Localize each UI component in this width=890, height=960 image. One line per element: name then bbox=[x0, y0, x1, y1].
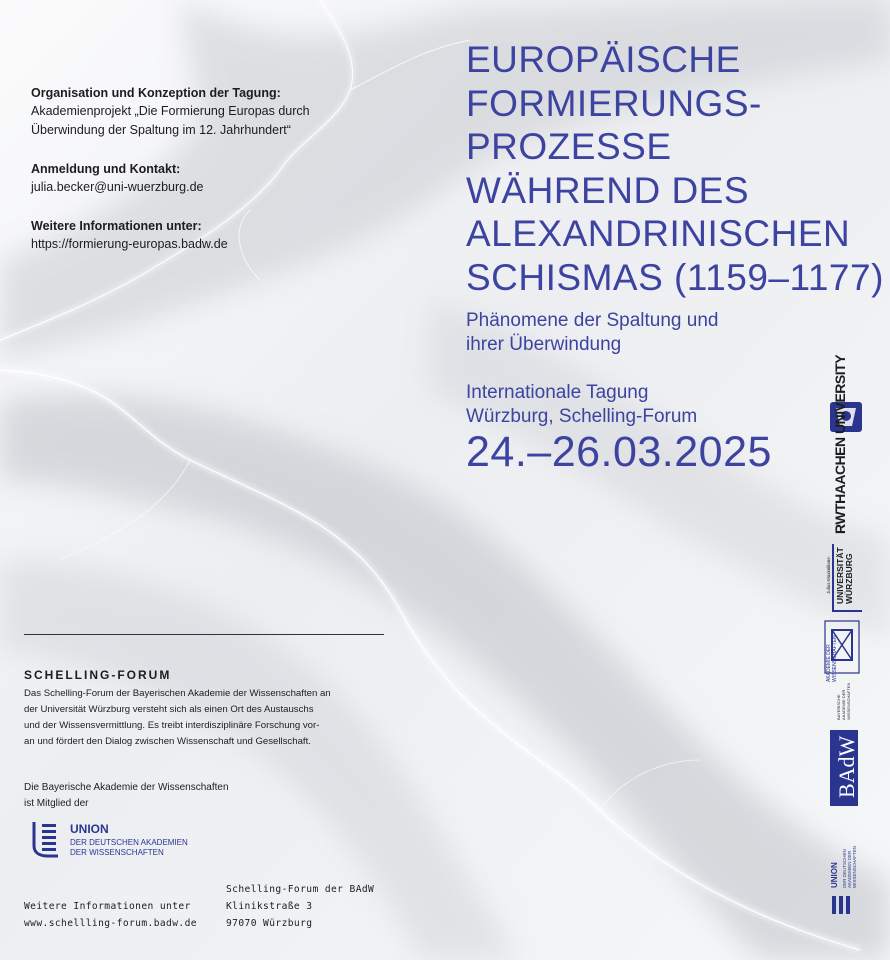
address-line-1: Schelling-Forum der BAdW bbox=[226, 884, 375, 895]
title-line: PROZESSE bbox=[466, 126, 672, 167]
badw-logo-label bbox=[834, 736, 860, 798]
divider-line bbox=[24, 634, 384, 635]
membership-line-1: Die Bayerische Akademie der Wissenschaften bbox=[24, 782, 229, 793]
union-logo bbox=[28, 820, 228, 860]
event-type: Internationale Tagung bbox=[466, 382, 649, 403]
union-side-logo-text: UNION bbox=[830, 862, 839, 888]
logo-column bbox=[822, 354, 882, 938]
footer-website-link[interactable]: www.schellling-forum.badw.de bbox=[24, 918, 197, 929]
akademie-logo bbox=[826, 622, 838, 682]
organisation-block bbox=[31, 86, 310, 140]
schelling-forum-description bbox=[24, 686, 384, 750]
title-line: WÄHREND DES bbox=[466, 169, 750, 211]
event-place: Würzburg, Schelling-Forum bbox=[466, 406, 698, 427]
union-side-small bbox=[842, 828, 857, 888]
organisation-line-1: Akademienprojekt „Die Formierung Europas durch bbox=[31, 104, 310, 118]
union-logo-icon bbox=[28, 820, 68, 858]
union-logo-line-1: DER DEUTSCHEN AKADEMIEN bbox=[70, 838, 188, 847]
badw-logo-text: BAdW bbox=[834, 735, 859, 798]
title-line: FORMIERUNGS- bbox=[466, 82, 762, 124]
jmu-logo-small bbox=[826, 556, 831, 594]
badw-small-text: BAYERISCHE AKADEMIE DER WISSENSCHAFTEN bbox=[836, 682, 851, 720]
main-title bbox=[466, 38, 886, 299]
membership-line-2: ist Mitglied der bbox=[24, 798, 89, 809]
footer-more-info bbox=[24, 898, 197, 932]
subtitle-line-1: Phänomene der Spaltung und bbox=[466, 310, 719, 331]
organisation-label: Organisation und Konzeption der Tagung: bbox=[31, 86, 281, 100]
title-line: SCHISMAS (1159–1177) bbox=[466, 256, 884, 298]
union-logo-line-2: DER WISSENSCHAFTEN bbox=[70, 848, 164, 857]
jmu-logo-small-text: Julius-Maximilians- bbox=[826, 555, 831, 594]
title-line: EUROPÄISCHE bbox=[466, 39, 741, 80]
event-date: 24.–26.03.2025 bbox=[466, 428, 772, 476]
more-info-url-link[interactable]: https://formierung-europas.badw.de bbox=[31, 237, 228, 251]
jmu-logo bbox=[836, 546, 854, 604]
akademie-logo-text: AKADEMIE DER WISSENSCHAFTEN bbox=[826, 635, 838, 682]
footer-more-info-label: Weitere Informationen unter bbox=[24, 901, 191, 912]
description-line: Das Schelling-Forum der Bayerischen Akademie der Wissenschaften an bbox=[24, 688, 331, 699]
event-info bbox=[466, 381, 697, 429]
more-info-block bbox=[31, 219, 228, 254]
union-logo-name: UNION bbox=[70, 822, 109, 836]
schelling-forum-heading: SCHELLING-FORUM bbox=[24, 668, 172, 682]
address-line-2: Klinikstraße 3 bbox=[226, 901, 313, 912]
description-line: und der Wissensvermittlung. Es treibt interdisziplinäre Forschung vor- bbox=[24, 720, 320, 731]
rwth-logo bbox=[832, 355, 848, 534]
union-side-small-text: DER DEUTSCHEN AKADEMIEN DER WISSENSCHAFTEN bbox=[842, 845, 857, 888]
title-line: ALEXANDRINISCHEN bbox=[466, 213, 851, 254]
more-info-label: Weitere Informationen unter: bbox=[31, 219, 202, 233]
badw-small-text-block bbox=[836, 676, 851, 720]
address-line-3: 97070 Würzburg bbox=[226, 918, 313, 929]
subtitle-line-2: ihrer Überwindung bbox=[466, 334, 622, 355]
membership-note bbox=[24, 780, 229, 812]
description-line: an und fördert den Dialog zwischen Wissenschaft und Gesellschaft. bbox=[24, 736, 311, 747]
subtitle bbox=[466, 309, 718, 357]
contact-email-link[interactable]: julia.becker@uni-wuerzburg.de bbox=[31, 180, 204, 194]
organisation-line-2: Überwindung der Spaltung im 12. Jahrhundert“ bbox=[31, 123, 291, 137]
union-emblem-icon bbox=[830, 894, 852, 916]
rwth-logo-text: RWTHAACHEN UNIVERSITY bbox=[832, 354, 848, 534]
contact-label: Anmeldung und Kontakt: bbox=[31, 162, 181, 176]
contact-block bbox=[31, 162, 204, 197]
jmu-logo-text: UNIVERSITÄT WÜRZBURG bbox=[835, 547, 854, 604]
union-side-logo bbox=[830, 862, 839, 888]
footer-address bbox=[226, 881, 374, 932]
description-line: der Universität Würzburg versteht sich als einen Ort des Austauschs bbox=[24, 704, 314, 715]
